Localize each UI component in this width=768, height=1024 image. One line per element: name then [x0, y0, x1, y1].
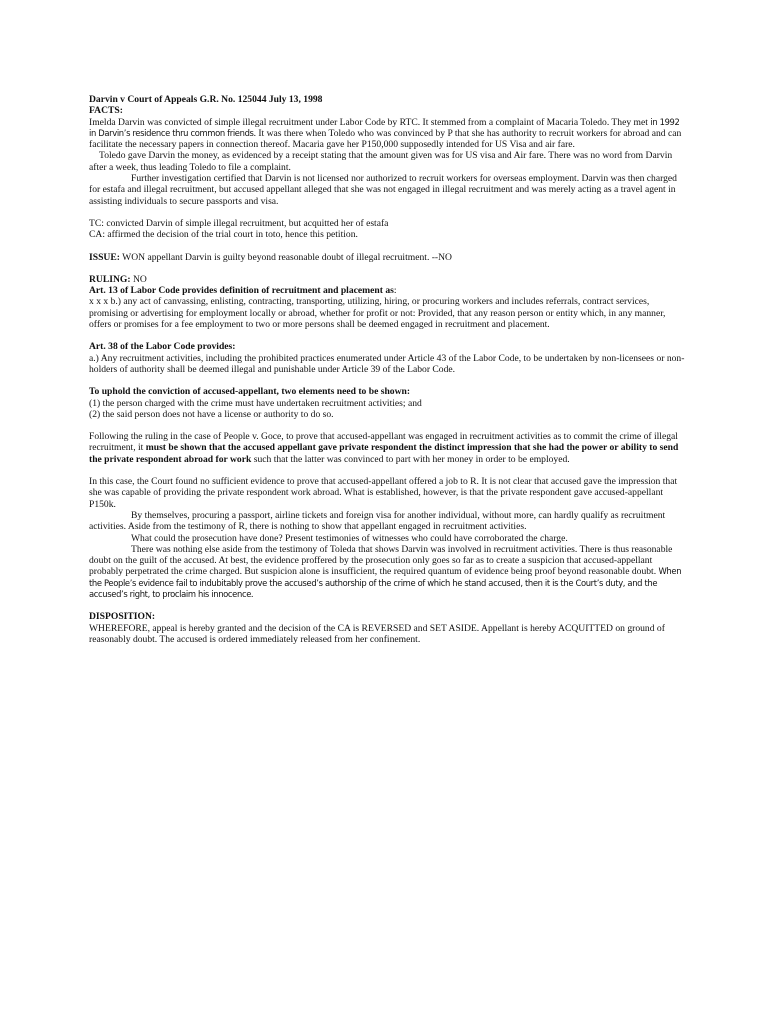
ruling-label: RULING:	[89, 273, 131, 285]
goce-emphasis: must be shown that the accused appellant gave private respondent the distinct impression that she had the power or ability to send the private respondent abroad for work	[89, 442, 679, 465]
tc-ruling: TC: convicted Darvin of simple illegal recruitment, but acquitted her of estafa	[89, 217, 389, 229]
goce-paragraph	[89, 431, 688, 465]
facts-p1-text-a: Imelda Darvin was convicted of simple illegal recruitment under Labor Code by RTC. It stemmed from a complaint of Macaria Toledo. They met	[89, 116, 648, 128]
facts-p1-highlight: in 1992 in Darvin’s residence thru common friends	[89, 116, 680, 138]
case-paragraph-4	[89, 544, 688, 600]
facts-paragraph-2: Toledo gave Darvin the money, as evidenced by a receipt stating that the amount given was for US visa and Air fare. There was no word from Darvin after a week, thus leading Toledo to file a complaint.	[89, 150, 673, 173]
art13-heading-line	[89, 285, 688, 296]
elements-heading: To uphold the conviction of accused-appellant, two elements need to be shown:	[89, 386, 411, 398]
issue-line	[89, 252, 688, 263]
case-p4-text-c: .	[251, 588, 254, 600]
issue-text: WON appellant Darvin is guilty beyond reasonable doubt of illegal recruitment. --NO	[119, 251, 452, 263]
element-1: (1) the person charged with the crime must have undertaken recruitment activities; and	[89, 397, 422, 409]
document-title: Darvin v Court of Appeals G.R. No. 125044 July 13, 1998	[89, 94, 323, 105]
case-paragraph-3: What could the prosecution have done? Present testimonies of witnesses who could have corroborated the charge.	[131, 532, 568, 544]
art13-heading: Art. 13 of Labor Code provides definition of recruitment and placement as	[89, 285, 394, 297]
case-p4-highlight: When the People’s evidence fail to indubitably prove the accused’s authorship of the crime of which he stand accused, then it is the Court’s duty, and the accused’s right, to proclaim his innocence	[89, 566, 682, 599]
ruling-section	[89, 274, 688, 600]
issue-label: ISSUE:	[89, 251, 120, 263]
case-paragraph-2: By themselves, procuring a passport, airline tickets and foreign visa for another individual, without more, can hardly qualify as recruitment activities. Aside from the testimony of R, there is nothing to show that appellant engaged in recruitment activities.	[89, 509, 666, 533]
goce-text-a: Following the ruling in the case of People v. Goce, to prove that accused-appellant was engaged in recruitment activities as to commit the crime of illegal recruitment, it	[89, 431, 678, 454]
goce-text-c: such that the latter was convinced to part with her money in order to be employed.	[251, 453, 570, 465]
case-p4-text-a: There was nothing else aside from the testimony of Toleda that shows Darvin was involved in recruitment activities. There is thus reasonable doubt on the guilt of the accused. At best, the evidence proffered by the prosecution only goes so far as to create a suspicion that accused-appellant probably perpetrated the crime charged. But suspicion alone is insufficient, the required quantum of evidence being proof beyond reasonable doubt.	[89, 543, 673, 578]
disposition-section	[89, 611, 688, 645]
art13-text: x x x b.) any act of canvassing, enlisting, contracting, transporting, utilizing, hiring, or procuring workers and includes referrals, contract services, promising or advertising for employment locally or abroad, whether for profit or not: Provided, that any reason person or entity which, in any manner, offers or promises for a fee employment to two or more persons shall be deemed engaged in recruitment and placement.	[89, 296, 666, 331]
facts-paragraph-1	[89, 117, 688, 151]
art38-text: a.) Any recruitment activities, including the prohibited practices enumerated under Article 43 of the Labor Code, to be undertaken by non-licensees or non-holders of authority shall be deemed illegal and punishable under Article 39 of the Labor Code.	[89, 352, 685, 375]
ca-ruling: CA: affirmed the decision of the trial court in toto, hence this petition.	[89, 229, 358, 241]
art13-colon: :	[393, 285, 397, 297]
facts-heading: FACTS:	[89, 105, 123, 117]
element-2: (2) the said person does not have a license or authority to do so.	[89, 408, 334, 420]
art38-heading: Art. 38 of the Labor Code provides:	[89, 341, 236, 353]
disposition-heading: DISPOSITION:	[89, 611, 156, 623]
facts-p1-text-c: . It was there when Toledo who was convinced by P that she has authority to recruit workers for abroad and can facilitate the necessary papers in connection thereof. Macaria gave her P150,000 supposedly intended for US Visa and air fare.	[89, 127, 682, 151]
case-paragraph-1: In this case, the Court found no sufficient evidence to prove that accused-appellant offered a job to R. It is not clear that accused gave the impression that she was capable of providing the private respondent work abroad. What is established, however, is that the private respondent gave accused-appellant P150k.	[89, 476, 678, 510]
disposition-text: WHEREFORE, appeal is hereby granted and the decision of the CA is REVERSED and SET ASIDE. Appellant is hereby ACQUITTED on ground of reasonably doubt. The accused is ordered immediately released from her confinement.	[89, 622, 665, 645]
ruling-line	[89, 274, 688, 285]
facts-paragraph-3: Further investigation certified that Darvin is not licensed nor authorized to recruit workers for overseas employment. Darvin was then charged for estafa and illegal recruitment, but accused appellant alleged that she was not engaged in illegal recruitment and was merely acting as a travel agent in assisting individuals to secure passports and visa.	[89, 173, 677, 207]
ruling-answer: NO	[130, 273, 147, 285]
facts-section	[89, 105, 688, 207]
